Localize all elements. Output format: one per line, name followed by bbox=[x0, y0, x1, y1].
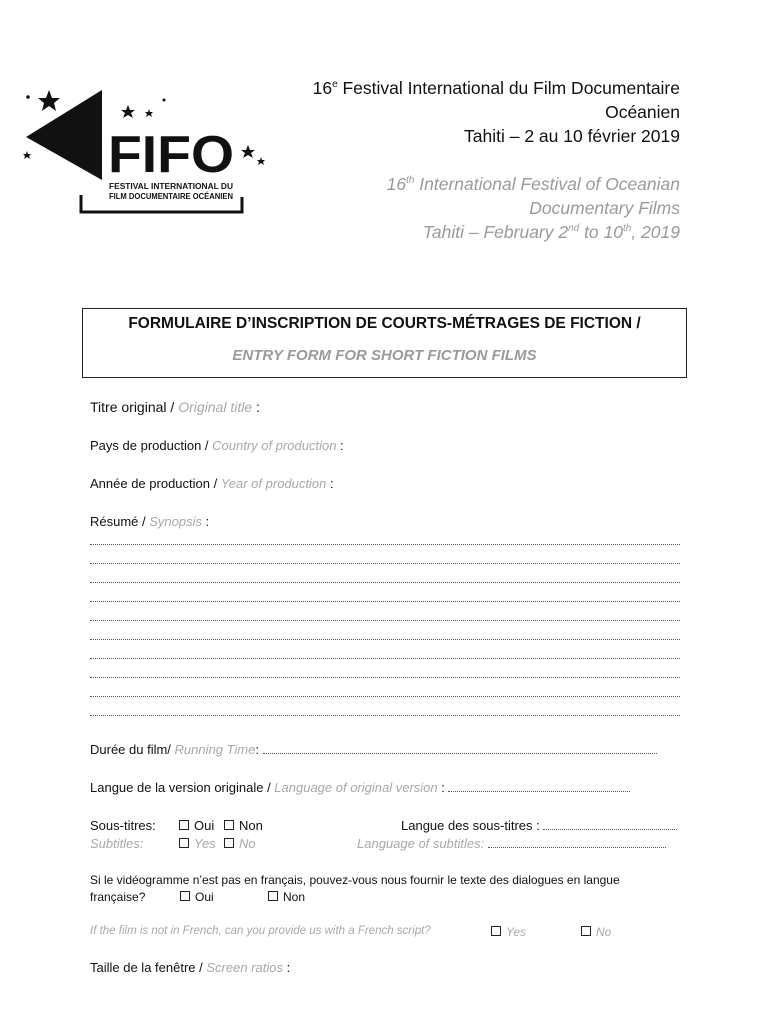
subtitles-oui-checkbox[interactable] bbox=[179, 820, 189, 830]
french-script-non-option[interactable] bbox=[268, 890, 305, 904]
country-label-fr: Pays de production / bbox=[90, 438, 213, 453]
screen-ratios-label-en: Screen ratios bbox=[206, 960, 283, 975]
running-time-input[interactable] bbox=[263, 743, 657, 754]
field-original-language bbox=[90, 780, 630, 795]
subtitles-oui-option[interactable] bbox=[179, 818, 214, 833]
header-en-line1 bbox=[387, 172, 680, 196]
header-en-line3 bbox=[387, 220, 680, 244]
header-en-line3-c: , 2019 bbox=[631, 222, 680, 242]
subtitles-yes-option[interactable] bbox=[179, 836, 216, 851]
synopsis-line[interactable] bbox=[90, 559, 680, 564]
synopsis-label-en: Synopsis bbox=[149, 514, 202, 529]
synopsis-colon: : bbox=[202, 514, 210, 529]
french-script-no-label: No bbox=[596, 925, 612, 939]
year-label-en: Year of production bbox=[220, 476, 327, 491]
field-running-time bbox=[90, 742, 657, 757]
form-title-french: FORMULAIRE D’INSCRIPTION DE COURTS-MÉTRAGES DE FICTION / bbox=[128, 315, 641, 332]
french-script-no-option[interactable] bbox=[581, 925, 611, 939]
svg-text:FILM DOCUMENTAIRE OCÉANIEN: FILM DOCUMENTAIRE OCÉANIEN bbox=[109, 192, 234, 201]
field-screen-ratios[interactable] bbox=[90, 960, 290, 975]
subtitle-language-label-fr: Langue des sous-titres : bbox=[401, 818, 544, 833]
synopsis-line[interactable] bbox=[90, 673, 680, 678]
header-fr-line1-num: 16 bbox=[312, 78, 333, 98]
subtitles-non-label: Non bbox=[239, 818, 263, 833]
synopsis-line[interactable] bbox=[90, 692, 680, 697]
running-time-label-en: Running Time bbox=[174, 742, 256, 757]
header-en-line3-b: to 10 bbox=[579, 222, 623, 242]
subtitle-language-input-en[interactable] bbox=[488, 837, 666, 848]
original-title-label-fr: Titre original / bbox=[90, 399, 179, 415]
french-script-yes-checkbox[interactable] bbox=[491, 926, 501, 936]
header-en-line3-sup2: th bbox=[623, 223, 632, 235]
field-synopsis-label bbox=[90, 514, 209, 529]
svg-text:FESTIVAL INTERNATIONAL DU: FESTIVAL INTERNATIONAL DU bbox=[109, 182, 234, 191]
header-fr-line1-sup: e bbox=[332, 79, 338, 91]
french-script-oui-checkbox[interactable] bbox=[180, 891, 190, 901]
running-time-label-fr: Durée du film/ bbox=[90, 742, 175, 757]
header-french bbox=[313, 76, 680, 148]
synopsis-line[interactable] bbox=[90, 654, 680, 659]
svg-text:FIFO: FIFO bbox=[108, 126, 234, 184]
field-country-of-production[interactable] bbox=[90, 438, 344, 453]
subtitle-language-label-en: Language of subtitles: bbox=[357, 836, 488, 851]
original-language-label-fr: Langue de la version originale / bbox=[90, 780, 275, 795]
header-en-line2: Documentary Films bbox=[529, 198, 680, 218]
french-script-yes-label: Yes bbox=[506, 925, 527, 939]
subtitles-yes-checkbox[interactable] bbox=[179, 838, 189, 848]
original-title-label-en: Original title bbox=[178, 399, 253, 415]
year-label-fr: Année de production / bbox=[90, 476, 221, 491]
french-script-question-fr-end: française? bbox=[90, 890, 146, 904]
form-title-english: ENTRY FORM FOR SHORT FICTION FILMS bbox=[232, 347, 537, 364]
subtitles-non-option[interactable] bbox=[224, 818, 263, 833]
year-colon: : bbox=[326, 476, 334, 491]
synopsis-line[interactable] bbox=[90, 711, 680, 716]
fifo-logo bbox=[18, 80, 278, 220]
french-script-question-en: If the film is not in French, can you provide us with a French script? bbox=[90, 925, 431, 937]
subtitles-no-option[interactable] bbox=[224, 836, 256, 851]
header-en-line3-a: Tahiti – February 2 bbox=[422, 222, 569, 242]
synopsis-label-fr: Résumé / bbox=[90, 514, 150, 529]
subtitles-label-en: Subtitles: bbox=[90, 836, 144, 851]
french-script-yes-option[interactable] bbox=[491, 925, 526, 939]
french-script-non-checkbox[interactable] bbox=[268, 891, 278, 901]
running-time-colon: : bbox=[255, 742, 263, 757]
header-fr-line1-text: Festival International du Film Documentaire bbox=[337, 78, 680, 98]
subtitles-non-checkbox[interactable] bbox=[224, 820, 234, 830]
field-year-of-production[interactable] bbox=[90, 476, 334, 491]
subtitle-language-en bbox=[357, 836, 666, 851]
form-title-box bbox=[82, 308, 687, 378]
synopsis-line[interactable] bbox=[90, 578, 680, 583]
original-language-colon: : bbox=[437, 780, 449, 795]
header-en-line1-num: 16 bbox=[386, 174, 407, 194]
fifo-logo-graphic bbox=[18, 80, 278, 220]
synopsis-line[interactable] bbox=[90, 540, 680, 545]
original-title-colon: : bbox=[252, 399, 260, 415]
header-en-line1-text: International Festival of Oceanian bbox=[414, 174, 680, 194]
subtitles-label-fr: Sous-titres: bbox=[90, 818, 156, 833]
original-language-input[interactable] bbox=[448, 781, 630, 792]
subtitles-no-checkbox[interactable] bbox=[224, 838, 234, 848]
screen-ratios-label-fr: Taille de la fenêtre / bbox=[90, 960, 207, 975]
header-en-line1-sup: th bbox=[406, 175, 415, 187]
french-script-no-checkbox[interactable] bbox=[581, 926, 591, 936]
header-fr-line3: Tahiti – 2 au 10 février 2019 bbox=[464, 126, 680, 146]
subtitles-no-label: No bbox=[239, 836, 256, 851]
subtitle-language-input[interactable] bbox=[543, 819, 677, 830]
field-original-title[interactable] bbox=[90, 399, 260, 415]
screen-ratios-colon: : bbox=[282, 960, 291, 975]
french-script-non-label: Non bbox=[283, 890, 306, 904]
header-fr-line1 bbox=[313, 76, 680, 100]
country-colon: : bbox=[336, 438, 344, 453]
french-script-oui-option[interactable] bbox=[180, 890, 214, 904]
synopsis-line[interactable] bbox=[90, 597, 680, 602]
header-en-line3-sup1: nd bbox=[568, 223, 580, 235]
subtitle-language-fr bbox=[401, 818, 677, 833]
header-fr-line2: Océanien bbox=[605, 102, 680, 122]
subtitles-yes-label: Yes bbox=[194, 836, 216, 851]
french-script-oui-label: Oui bbox=[195, 890, 214, 904]
country-label-en: Country of production bbox=[212, 438, 337, 453]
original-language-label-en: Language of original version bbox=[274, 780, 438, 795]
synopsis-line[interactable] bbox=[90, 616, 680, 621]
french-script-question-fr: Si le vidéogramme n’est pas en français, pouvez-vous nous fournir le texte des dialogues en langue bbox=[90, 873, 620, 887]
header-english bbox=[387, 172, 680, 244]
subtitles-oui-label: Oui bbox=[194, 818, 215, 833]
synopsis-line[interactable] bbox=[90, 635, 680, 640]
